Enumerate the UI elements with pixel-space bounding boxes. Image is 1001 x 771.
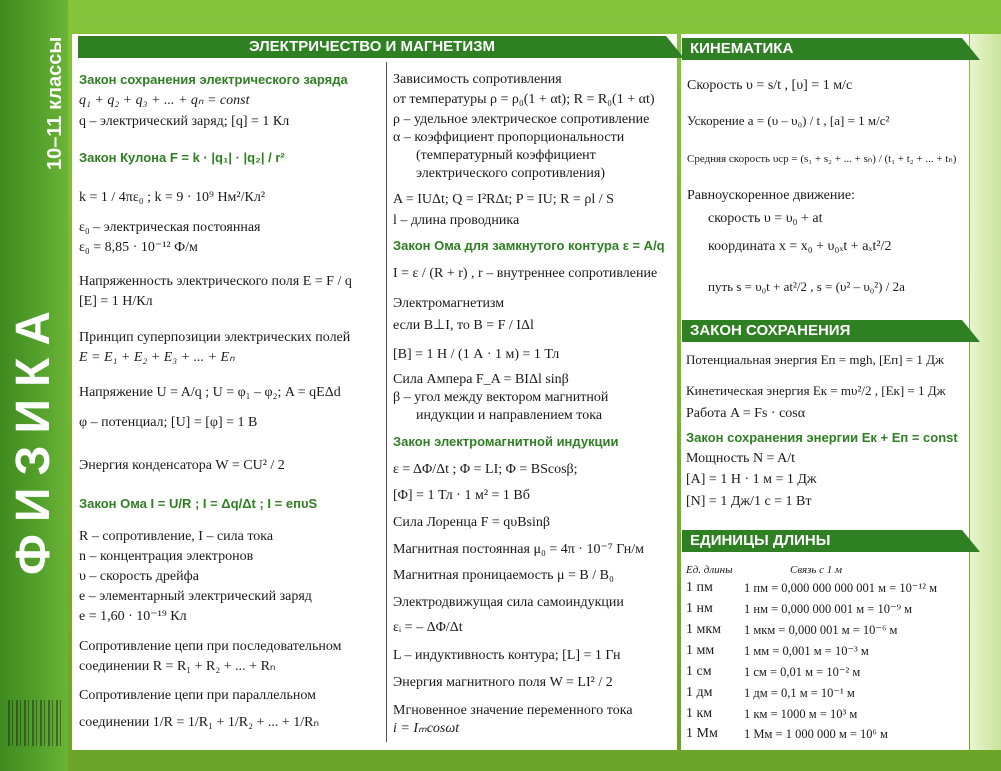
formula-line: l – длина проводника [393, 213, 520, 228]
formula-line: I = ε / (R + r) , r – внутреннее сопротивление [393, 266, 658, 281]
kinematics-line: Средняя скорость υср = (s₁ + s₂ + ... + sₙ) / (t₁ + t₂ + ... + tₙ) [687, 153, 957, 165]
column-divider [386, 62, 387, 742]
unit-relation: 1 мкм = 0,000 001 м = 10⁻⁶ м [744, 623, 898, 637]
charge-law-heading: Закон сохранения электрического заряда [79, 72, 348, 87]
unit-relation: 1 см = 0,01 м = 10⁻² м [744, 665, 861, 679]
formula-line: Электромагнетизм [393, 296, 505, 311]
unit-relation: 1 Мм = 1 000 000 м = 10⁶ м [744, 727, 888, 741]
formula-line: L – индуктивность контура; [L] = 1 Гн [393, 648, 621, 663]
formula-line: Напряжение U = A/q ; U = φ₁ – φ₂; A = qEΔd [79, 385, 341, 400]
unit-name: 1 см [686, 664, 712, 679]
formula-line: R – сопротивление, I – сила тока [79, 529, 274, 544]
formula-line: Магнитная проницаемость μ = B / B₀ [393, 568, 614, 583]
relation-column-head: Связь с 1 м [790, 564, 843, 576]
unit-relation: 1 нм = 0,000 000 001 м = 10⁻⁹ м [744, 602, 912, 616]
unit-name: 1 нм [686, 601, 713, 616]
unit-relation: 1 пм = 0,000 000 000 001 м = 10⁻¹² м [744, 581, 937, 595]
formula-line: Электродвижущая сила самоиндукции [393, 595, 624, 610]
formula-line: υ – скорость дрейфа [79, 569, 199, 584]
formula-line: ε₀ = 8,85 · 10⁻¹² Ф/м [79, 240, 198, 255]
formula-line: если B⊥I, то B = F / IΔl [393, 318, 534, 333]
induction-heading: Закон электромагнитной индукции [393, 434, 619, 449]
formula-line: соединении 1/R = 1/R₁ + 1/R₂ + ... + 1/Rₙ [79, 715, 320, 730]
unit-name: 1 Мм [686, 726, 718, 741]
header-kinematics: КИНЕМАТИКА [682, 38, 962, 60]
side-strip: ФИЗИКА 10–11 классы [0, 0, 68, 771]
formula-line: соединении R = R₁ + R₂ + ... + Rₙ [79, 659, 276, 674]
barcode [8, 700, 63, 746]
formula-line: Энергия конденсатора W = CU² / 2 [79, 458, 285, 473]
header-electricity: ЭЛЕКТРИЧЕСТВО И МАГНЕТИЗМ [78, 36, 666, 58]
formula-line: i = Iₘcosωt [393, 721, 460, 736]
header-conservation: ЗАКОН СОХРАНЕНИЯ [682, 320, 962, 342]
unit-relation: 1 км = 1000 м = 10³ м [744, 707, 858, 721]
formula-line: Сопротивление цепи при параллельном [79, 688, 316, 703]
right-edge [970, 34, 1001, 750]
formula-line: Мгновенное значение переменного тока [393, 703, 633, 718]
ohm-closed-heading: Закон Ома для замкнутого контура ε = A/q [393, 238, 665, 253]
formula-line: индукции и направлением тока [416, 408, 603, 423]
kinematics-line: Скорость υ = s/t , [υ] = 1 м/с [687, 78, 853, 93]
unit-relation: 1 дм = 0,1 м = 10⁻¹ м [744, 686, 855, 700]
unit-name: 1 пм [686, 580, 713, 595]
formula-line: k = 1 / 4πε₀ ; k = 9 · 10⁹ Нм²/Кл² [79, 190, 266, 205]
conservation-line: Мощность N = A/t [686, 451, 796, 466]
formula-line: Энергия магнитного поля W = LI² / 2 [393, 675, 613, 690]
conservation-line: [A] = 1 Н · 1 м = 1 Дж [686, 472, 817, 487]
kinematics-line: Ускорение a = (υ – υ₀) / t , [a] = 1 м/с² [687, 113, 890, 128]
formula-line: ρ – удельное электрическое сопротивление [393, 112, 650, 127]
formula-line: е – элементарный электрический заряд [79, 589, 312, 604]
conservation-line: [N] = 1 Дж/1 с = 1 Вт [686, 494, 812, 509]
formula-line: Напряженность электрического поля E = F / q [79, 274, 352, 289]
formula-line: E = E₁ + E₂ + E₃ + ... + Eₙ [79, 350, 235, 365]
formula-line: q₁ + q₂ + q₃ + ... + qₙ = const [79, 93, 250, 108]
coulomb-law-heading: Закон Кулона F = k · |q₁| · |q₂| / r² [79, 150, 285, 165]
formula-line: Сила Лоренца F = qυBsinβ [393, 515, 551, 530]
formula-line: [E] = 1 Н/Кл [79, 294, 153, 309]
formula-line: φ – потенциал; [U] = [φ] = 1 В [79, 415, 258, 430]
energy-conservation-heading: Закон сохранения энергии Eк + Eп = const [686, 430, 958, 445]
grade-label: 10–11 классы [44, 36, 66, 170]
unit-name: 1 мм [686, 643, 715, 658]
formula-line: q – электрический заряд; [q] = 1 Кл [79, 114, 290, 129]
formula-line: Принцип суперпозиции электрических полей [79, 330, 351, 345]
formula-line: α – коэффициент пропорциональности [393, 130, 625, 145]
conservation-line: Потенциальная энергия Eп = mgh, [Eп] = 1 Дж [686, 352, 944, 367]
conservation-line: Работа A = Fs · cosα [686, 406, 806, 421]
formula-line: A = IUΔt; Q = I²RΔt; P = IU; R = ρl / S [393, 192, 614, 207]
formula-line: Зависимость сопротивления [393, 72, 562, 87]
kinematics-line: координата x = x₀ + υ₀ₓt + aₓt²/2 [708, 239, 892, 254]
ohm-law-heading: Закон Ома I = U/R ; I = Δq/Δt ; I = eпυS [79, 496, 318, 511]
formula-line: е = 1,60 · 10⁻¹⁹ Кл [79, 609, 187, 624]
formula-line: от температуры ρ = ρ₀(1 + αt); R = R₀(1 + αt) [393, 92, 655, 107]
unit-name: 1 км [686, 706, 713, 721]
kinematics-line: путь s = υ₀t + at²/2 , s = (υ² – υ₀²) / 2a [708, 279, 905, 294]
formula-line: n – концентрация электронов [79, 549, 254, 564]
formula-line: ε₀ – электрическая постоянная [79, 220, 261, 235]
formula-line: Магнитная постоянная μ₀ = 4π · 10⁻⁷ Гн/м [393, 542, 645, 557]
formula-line: β – угол между вектором магнитной [393, 390, 609, 405]
header-length-units: ЕДИНИЦЫ ДЛИНЫ [682, 530, 962, 552]
kinematics-line: скорость υ = υ₀ + at [708, 211, 823, 226]
units-column-head: Ед. длины [686, 564, 733, 576]
kinematics-line: Равноускоренное движение: [687, 188, 855, 203]
formula-line: ε = ΔΦ/Δt ; Φ = LI; Φ = BScosβ; [393, 462, 578, 477]
formula-line: Сопротивление цепи при последовательном [79, 639, 342, 654]
formula-line: εᵢ = – ΔΦ/Δt [393, 620, 463, 635]
formula-line: [Φ] = 1 Тл · 1 м² = 1 Вб [393, 488, 530, 503]
conservation-line: Кинетическая энергия Eк = mυ²/2 , [Eк] = 1 Дж [686, 383, 946, 398]
unit-name: 1 дм [686, 685, 713, 700]
formula-line: [B] = 1 Н / (1 А · 1 м) = 1 Тл [393, 347, 560, 362]
unit-name: 1 мкм [686, 622, 722, 637]
formula-line: (температурный коэффициент [416, 148, 596, 163]
formula-line: Сила Ампера F_A = BIΔl sinβ [393, 372, 569, 387]
formula-line: электрического сопротивления) [416, 166, 605, 181]
unit-relation: 1 мм = 0,001 м = 10⁻³ м [744, 644, 869, 658]
